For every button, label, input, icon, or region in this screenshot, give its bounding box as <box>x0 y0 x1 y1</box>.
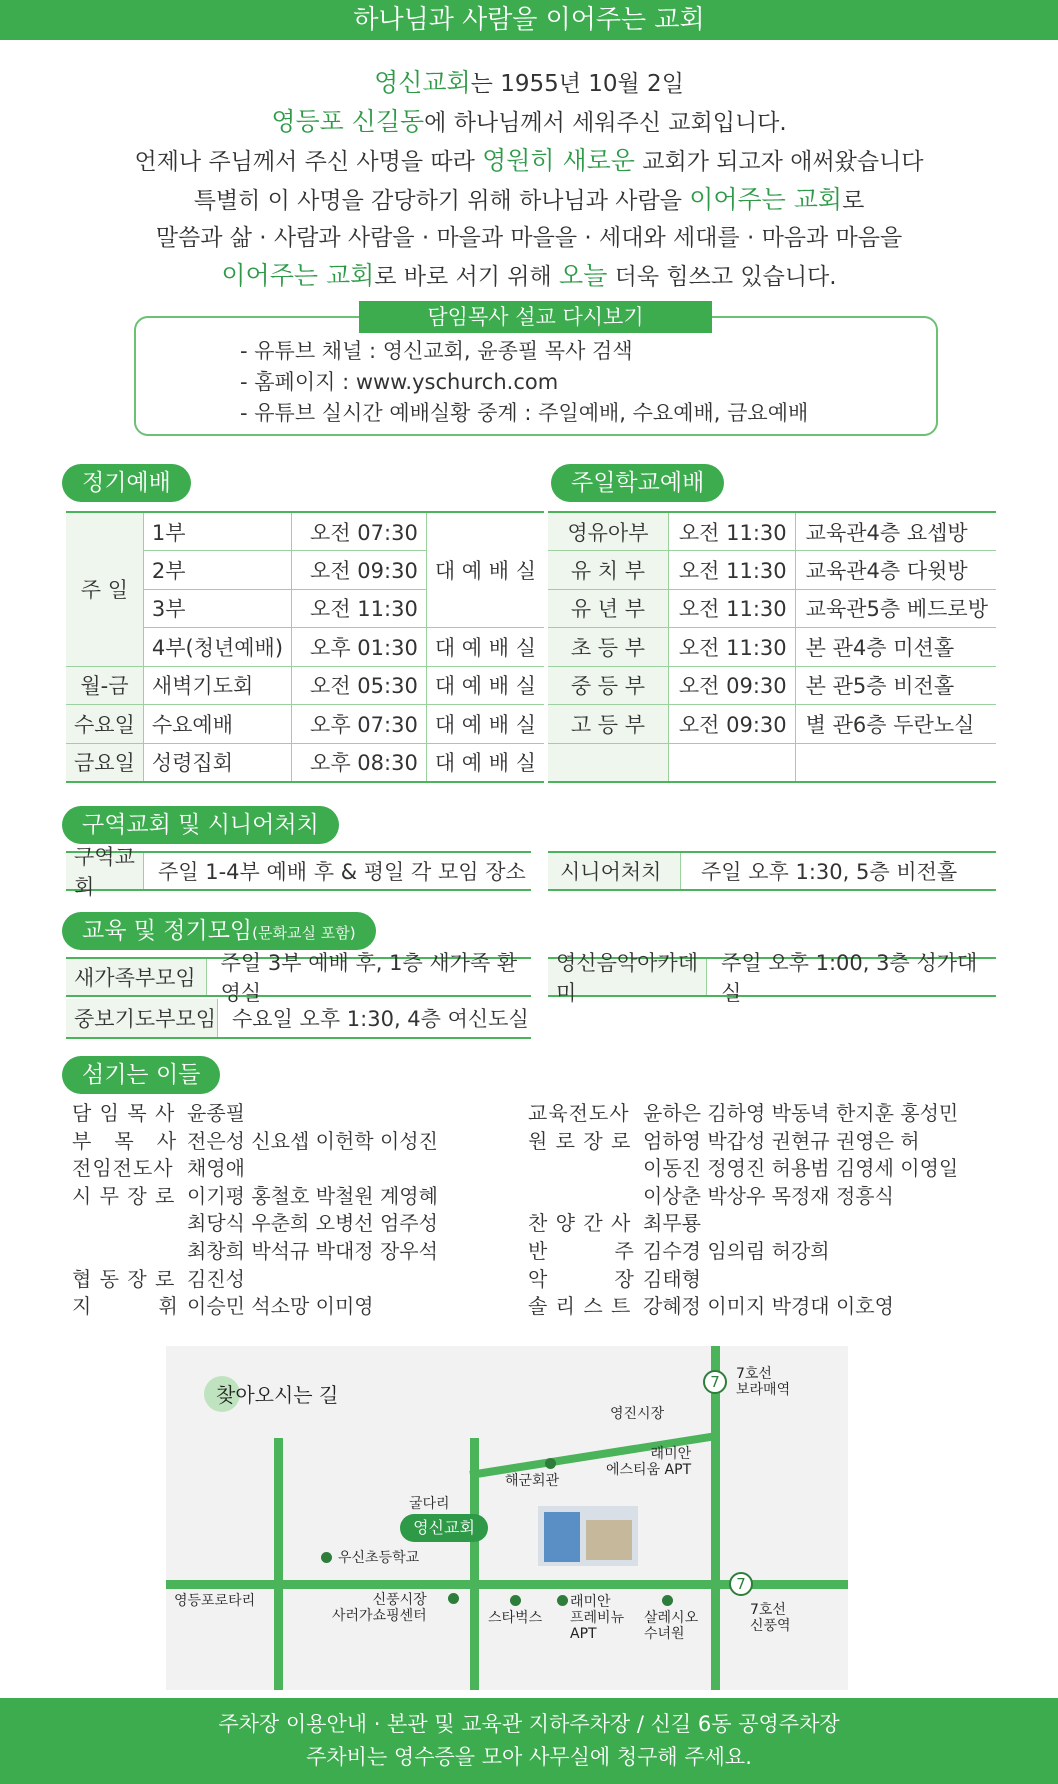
staff-role <box>72 1238 187 1266</box>
service-place: 대 예 배 실 <box>426 705 544 744</box>
service-name: 1부 <box>143 512 291 551</box>
intro-line-3a: 언제나 주님께서 주신 사명을 따라 <box>134 149 483 175</box>
education-label: 중보기도부모임 <box>66 999 218 1037</box>
staff-names: 이승민 석소망 이미영 <box>187 1294 374 1319</box>
dept-place: 본 관5층 비전홀 <box>795 666 996 705</box>
staff-role: 지 휘 <box>72 1294 179 1319</box>
intro-line-4a: 특별히 이 사명을 감당하기 위해 하나님과 사람을 <box>193 188 690 214</box>
staff-names: 이상춘 박상우 목정재 정흥식 <box>643 1183 894 1208</box>
staff-names: 최창희 박석규 박대정 장우석 <box>187 1238 438 1263</box>
intro-line-3c: 교회가 되고자 애써왔습니다 <box>634 149 924 175</box>
staff-role: 반 주 <box>528 1238 635 1263</box>
music-academy-row <box>548 951 996 1005</box>
label-sinpung-market: 신풍시장 사러가쇼핑센터 <box>332 1592 427 1624</box>
service-time: 오후 01:30 <box>292 628 427 667</box>
staff-row <box>72 1100 438 1128</box>
staff-role: 찬 양 간 사 <box>528 1211 632 1236</box>
church-window <box>544 1512 580 1562</box>
church-marker: 영신교회 <box>400 1514 488 1542</box>
label-wooshin-school: 우신초등학교 <box>338 1550 420 1566</box>
staff-names: 이기평 홍철호 박철원 계영혜 <box>187 1183 438 1208</box>
service-name: 성령집회 <box>143 743 291 782</box>
dept-time: 오전 09:30 <box>668 666 795 705</box>
map-title: 찾아오시는 길 <box>216 1383 339 1407</box>
worship-heading: 정기예배 <box>62 464 191 502</box>
parking-footer <box>0 1698 1058 1784</box>
service-place: 대 예 배 실 <box>426 743 544 782</box>
parking-fee-note: 주차비는 영수증을 모아 사무실에 청구해 주세요. <box>306 1745 752 1769</box>
directions-map <box>166 1346 848 1690</box>
sermon-youtube: - 유튜브 채널 : 영신교회, 윤종필 목사 검색 <box>240 339 633 363</box>
intro-highlight-connect-2: 이어주는 교회 <box>221 261 375 290</box>
district-label: 구역교회 <box>66 853 144 889</box>
service-time: 오전 05:30 <box>292 666 427 705</box>
parking-info: 주차장 이용안내 · 본관 및 교육관 지하주차장 / 신길 6동 공영주차장 <box>218 1712 840 1736</box>
label-raemian-esteem: 래미안 에스티움 APT <box>606 1446 692 1478</box>
dept-place: 교육관5층 베드로방 <box>795 589 996 628</box>
staff-names: 이동진 정영진 허용범 김영세 이영일 <box>643 1156 959 1181</box>
intro-line-6d: 더욱 힘쓰고 있습니다. <box>607 264 837 290</box>
staff-row <box>72 1128 438 1156</box>
education-text: 주일 3부 예배 후, 1층 새가족 환영실 <box>220 951 518 1005</box>
dept-name: 유 년 부 <box>548 589 668 628</box>
staff-row <box>528 1155 958 1183</box>
subway-line7-icon: 7 <box>729 1572 753 1596</box>
road-left <box>274 1438 283 1690</box>
staff-row <box>528 1128 958 1156</box>
header-title: 하나님과 사람을 이어주는 교회 <box>353 5 705 35</box>
education-text: 수요일 오후 1:30, 4층 여신도실 <box>232 1007 529 1031</box>
weekday-label: 금요일 <box>66 743 143 782</box>
dept-place: 교육관4층 다윗방 <box>795 551 996 590</box>
senior-text: 주일 오후 1:30, 5층 비전홀 <box>701 860 958 884</box>
staff-row <box>528 1293 958 1321</box>
service-name: 새벽기도회 <box>143 666 291 705</box>
dept-place: 교육관4층 요셉방 <box>795 512 996 551</box>
header-banner <box>0 0 1058 40</box>
dept-place: 본 관4층 미션홀 <box>795 628 996 667</box>
dept-time: 오전 11:30 <box>668 589 795 628</box>
dept-name: 유 치 부 <box>548 551 668 590</box>
staff-row <box>528 1100 958 1128</box>
staff-row <box>72 1155 438 1183</box>
empty-cell <box>795 743 996 782</box>
intro-line-4c: 로 <box>842 188 865 214</box>
staff-role: 담 임 목 사 <box>72 1101 176 1125</box>
service-name: 2부 <box>143 551 291 590</box>
staff-role <box>528 1155 643 1183</box>
education-row <box>66 951 531 1005</box>
church-name: 영신교회 <box>374 68 471 97</box>
staff-names: 강혜정 이미지 박경대 이호영 <box>643 1294 894 1319</box>
staff-role: 원 로 장 로 <box>528 1128 632 1153</box>
intro-line-5: 말씀과 삶 · 사람과 사람을 · 마을과 마을을 · 세대와 세대를 · 마음과 마음을 <box>155 225 903 251</box>
sunday-label: 주 일 <box>66 512 143 666</box>
salesio-dot <box>662 1595 673 1606</box>
service-place: 대 예 배 실 <box>426 666 544 705</box>
dept-place: 별 관6층 두란노실 <box>795 705 996 744</box>
staff-row <box>72 1266 438 1294</box>
staff-row <box>528 1210 958 1238</box>
staff-row <box>72 1293 438 1321</box>
staff-role: 협 동 장 로 <box>72 1266 176 1291</box>
dept-time: 오전 11:30 <box>668 551 795 590</box>
staff-names: 윤하은 김하영 박동녁 한지훈 홍성민 <box>643 1101 959 1125</box>
staff-role <box>528 1183 643 1211</box>
weekday-label: 수요일 <box>66 705 143 744</box>
service-time: 오후 07:30 <box>292 705 427 744</box>
education-title: 교육 및 정기모임 <box>82 918 253 944</box>
intro-text <box>0 64 1058 296</box>
location-highlight: 영등포 신길동 <box>271 107 425 136</box>
service-time: 오전 07:30 <box>292 512 427 551</box>
sermon-lines <box>240 336 808 429</box>
dept-time: 오전 09:30 <box>668 705 795 744</box>
staff-row <box>72 1183 438 1211</box>
staff-role: 교육전도사 <box>528 1101 630 1125</box>
school-dot <box>321 1552 332 1563</box>
staff-role: 전임전도사 <box>72 1156 174 1181</box>
dept-time: 오전 11:30 <box>668 512 795 551</box>
label-guldari: 굴다리 <box>409 1496 450 1512</box>
dept-name: 영유아부 <box>548 512 668 551</box>
navy-dot <box>545 1458 556 1469</box>
dept-time: 오전 11:30 <box>668 628 795 667</box>
subway-line7-icon: 7 <box>703 1370 727 1394</box>
sermon-title: 담임목사 설교 다시보기 <box>359 301 712 333</box>
education-title-note: (문화교실 포함) <box>252 924 356 942</box>
intro-highlight-connect: 이어주는 교회 <box>689 185 843 214</box>
label-raemian-prevenue: 래미안 프레비뉴 APT <box>570 1594 625 1642</box>
staff-heading: 섬기는 이들 <box>62 1056 220 1094</box>
church-wing <box>586 1520 632 1560</box>
education-heading <box>62 912 376 950</box>
intro-line-2: 에 하나님께서 세워주신 교회입니다. <box>424 110 787 136</box>
label-starbucks: 스타벅스 <box>488 1610 543 1626</box>
staff-role: 시 무 장 로 <box>72 1183 176 1208</box>
sermon-homepage[interactable]: - 홈페이지 : www.yschurch.com <box>240 370 559 394</box>
staff-row <box>528 1266 958 1294</box>
intro-line-1: 는 1955년 10월 2일 <box>470 71 684 97</box>
staff-role: 악 장 <box>528 1266 635 1291</box>
staff-row <box>528 1238 958 1266</box>
district-text: 주일 1-4부 예배 후 & 평일 각 모임 장소 <box>158 860 526 884</box>
dept-name: 중 등 부 <box>548 666 668 705</box>
service-name: 3부 <box>143 589 291 628</box>
station-sinpung: 7호선 신풍역 <box>750 1602 791 1634</box>
service-place: 대 예 배 실 <box>426 628 544 667</box>
staff-left <box>72 1100 438 1321</box>
senior-row <box>548 851 996 891</box>
service-time: 오전 09:30 <box>292 551 427 590</box>
starbucks-dot <box>510 1595 521 1606</box>
staff-row <box>72 1210 438 1238</box>
music-academy-label: 영신음악아카데미 <box>548 959 707 995</box>
staff-right <box>528 1100 958 1321</box>
label-salesio: 살레시오 수녀원 <box>644 1610 699 1642</box>
senior-label: 시니어처치 <box>548 853 681 889</box>
empty-cell <box>548 743 668 782</box>
service-time: 오후 08:30 <box>292 743 427 782</box>
station-boramae: 7호선 보라매역 <box>736 1366 791 1398</box>
road-right <box>711 1346 720 1690</box>
education-row <box>66 999 531 1039</box>
sermon-live: - 유튜브 실시간 예배실황 중계 : 주일예배, 수요예배, 금요예배 <box>240 401 809 425</box>
service-place: 대 예 배 실 <box>426 512 544 628</box>
education-label: 새가족부모임 <box>66 959 207 995</box>
weekday-label: 월-금 <box>66 666 143 705</box>
intro-line-6b: 로 바로 서기 위해 <box>374 264 560 290</box>
label-yeongjin-market: 영진시장 <box>610 1406 665 1422</box>
district-heading: 구역교회 및 시니어처치 <box>62 806 339 844</box>
staff-names: 김수경 임의림 허강희 <box>643 1238 830 1263</box>
service-time: 오전 11:30 <box>292 589 427 628</box>
staff-names: 최무룡 <box>643 1211 701 1236</box>
staff-names: 최당식 우춘희 오병선 엄주성 <box>187 1211 438 1236</box>
staff-names: 엄하영 박갑성 권현규 권영은 허 <box>643 1128 920 1153</box>
intro-highlight-today: 오늘 <box>559 261 608 290</box>
staff-row <box>528 1183 958 1211</box>
intro-highlight-new: 영원히 새로운 <box>482 146 635 175</box>
worship-table <box>66 511 544 783</box>
raemian-dot <box>557 1595 568 1606</box>
staff-names: 채영애 <box>187 1156 245 1181</box>
service-name: 수요예배 <box>143 705 291 744</box>
district-row <box>66 845 531 899</box>
staff-row <box>72 1238 438 1266</box>
school-table <box>548 511 996 783</box>
staff-names: 전은성 신요셉 이헌학 이성진 <box>187 1128 438 1153</box>
staff-names: 윤종필 <box>187 1101 245 1125</box>
label-rotary: 영등포로타리 <box>174 1593 256 1609</box>
school-heading: 주일학교예배 <box>551 464 724 502</box>
dept-name: 초 등 부 <box>548 628 668 667</box>
staff-names: 김태형 <box>643 1266 701 1291</box>
service-name: 4부(청년예배) <box>143 628 291 667</box>
label-navy-hall: 해군회관 <box>505 1473 560 1489</box>
dept-name: 고 등 부 <box>548 705 668 744</box>
church-building-image <box>538 1506 638 1566</box>
staff-names: 김진성 <box>187 1266 245 1291</box>
staff-role: 솔 리 스 트 <box>528 1294 632 1319</box>
staff-role: 부 목 사 <box>72 1128 178 1153</box>
empty-cell <box>668 743 795 782</box>
staff-role <box>72 1210 187 1238</box>
music-academy-text: 주일 오후 1:00, 3층 성가대실 <box>721 951 978 1005</box>
market-dot <box>448 1593 459 1604</box>
